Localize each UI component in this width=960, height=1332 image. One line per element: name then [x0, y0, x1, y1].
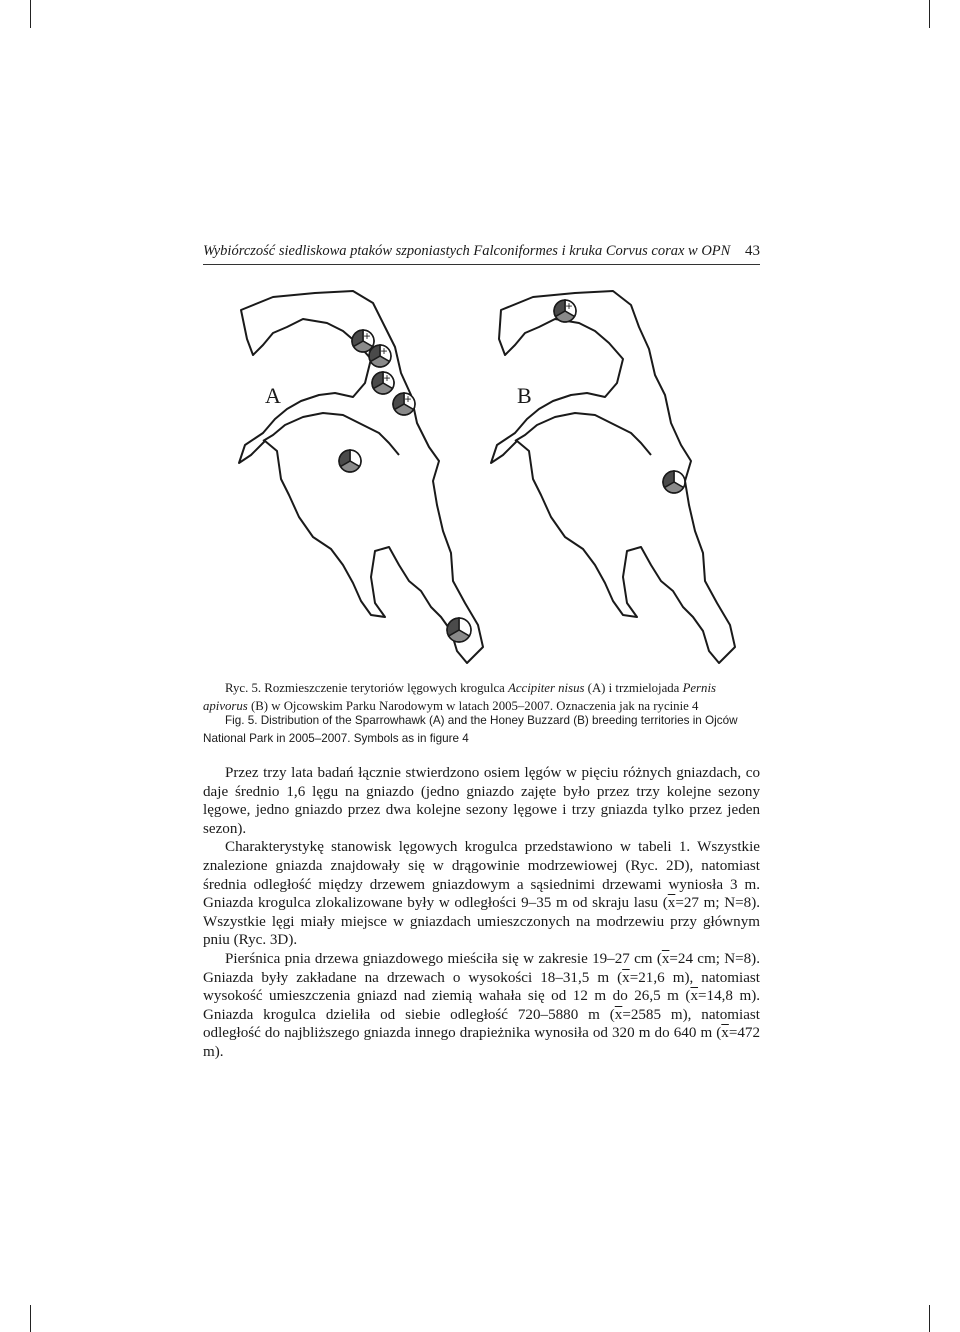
mean-symbol: $\overline{x}$ — [614, 1006, 623, 1023]
p3-part-b: =24 cm; N=8). Gniazda były zakładane na drzewach o wysokości 18–31,5 m ( — [203, 950, 760, 986]
mean-symbol: $\overline{x}$ — [667, 895, 676, 912]
crop-mark-bottom-left — [30, 1305, 31, 1332]
p3-part-a: Pierśnica pnia drzewa gniazdowego mieściła się w zakresie 19–27 cm ( — [225, 950, 662, 967]
caption-english — [203, 712, 760, 747]
panel-label-a: A — [265, 383, 281, 408]
mean-symbol: $\overline{x}$ — [622, 969, 630, 986]
territory-symbol-a2-plus: + — [380, 344, 388, 358]
p3-part-e: =2585 m), natomiast odległość do najbliższego gniazda innego drapieżnika wynosiła od 320 m do 640 m ( — [203, 1006, 760, 1042]
mean-symbol: $\overline{x}$ — [721, 1025, 729, 1042]
p2-part-b: =27 m; N=8). Wszystkie lęgi miały miejsce w gniazdach umieszczonych na modrzewiu przy głównym pniu (Ryc. 3D). — [203, 895, 760, 949]
territory-symbol-a5 — [339, 450, 361, 472]
caption-pl-species-b: Pernis apivorus — [203, 681, 716, 713]
map-a-inner-boundary — [263, 413, 399, 455]
running-head-title: Wybiórczość siedliskowa ptaków szponiastych Falconiformes i kruka Corvus corax w OPN — [203, 243, 731, 259]
territory-symbol-a4-plus: + — [404, 392, 412, 406]
territory-symbol-a3-plus: + — [383, 371, 391, 385]
p3-part-c: =21,6 m), natomiast wysokość umieszczenia gniazd nad ziemią wahała się od 12 m do 26,5 m ( — [203, 969, 760, 1005]
crop-mark-top-right — [929, 0, 930, 28]
map-b-inner-boundary — [515, 413, 651, 455]
map-b-outline — [491, 291, 735, 663]
p2-part-a: Charakterystykę stanowisk lęgowych krogulca przedstawiono w tabeli 1. Wszystkie znalezione gniazda znajdowały się w drągowinie modrzewiowej (Ryc. 2D), natomiast średnia odległość między drzewem gniazdowym a sąsiednimi drzewami wyniosła 3 m. Gniazda krogulca zlokalizowane były w odległości 9–35 m od skraju lasu ( — [203, 839, 760, 912]
crop-mark-top-left — [30, 0, 31, 28]
crop-mark-bottom-right — [929, 1305, 930, 1332]
mean-symbol: $\overline{x}$ — [661, 950, 670, 967]
p3-part-d: =14,8 m). Gniazda krogulca dzieliła od siebie odległość 720–5880 m ( — [203, 988, 760, 1023]
mean-symbol: $\overline{x}$ — [690, 988, 699, 1005]
running-head — [203, 243, 760, 265]
territory-symbol-a3 — [372, 371, 394, 394]
caption-pl-mid: (A) i trzmielojada — [584, 681, 683, 695]
paragraph-3 — [203, 950, 760, 1062]
paragraph-2 — [203, 838, 760, 950]
territory-symbol-a4 — [393, 392, 415, 415]
p3-part-f: =472 m). — [203, 1025, 760, 1060]
territory-symbol-a6 — [447, 618, 471, 642]
paragraph-1: Przez trzy lata badań łącznie stwierdzono osiem lęgów w pięciu różnych gniazdach, co daje średnio 1,6 lęgu na gniazdo (jedno gniazdo zajęte było przez trzy kolejne sezony lęgowe, jedno gniazdo przez dwa kolejne sezony lęgowe i trzy gniazda tylko przez jeden sezon). — [203, 765, 760, 837]
panel-label-b: B — [517, 383, 532, 408]
caption-pl-species-a: Accipiter nisus — [508, 681, 585, 695]
figure-5-maps — [203, 285, 763, 675]
caption-pl-lead: Ryc. 5. Rozmieszczenie terytoriów lęgowych krogulca — [225, 681, 509, 695]
territory-symbol-a1-plus: + — [363, 329, 371, 343]
page-number: 43 — [745, 243, 760, 259]
body-text — [203, 764, 760, 1062]
caption-polish — [203, 680, 760, 715]
territory-symbol-a2 — [369, 344, 391, 367]
maps-svg — [203, 285, 763, 675]
territory-symbol-b2 — [663, 471, 685, 493]
territory-symbol-b1-plus: + — [565, 299, 573, 313]
territory-symbol-b1 — [554, 299, 576, 322]
territory-symbol-a1 — [352, 329, 374, 352]
caption-en-text: Fig. 5. Distribution of the Sparrowhawk (A) and the Honey Buzzard (B) breeding territories in Ojców National Park in 2005–2007. Symbols as in figure 4 — [203, 714, 738, 745]
caption-pl-tail: (B) w Ojcowskim Parku Narodowym w latach 2005–2007. Oznaczenia jak na rycinie 4 — [247, 698, 699, 713]
